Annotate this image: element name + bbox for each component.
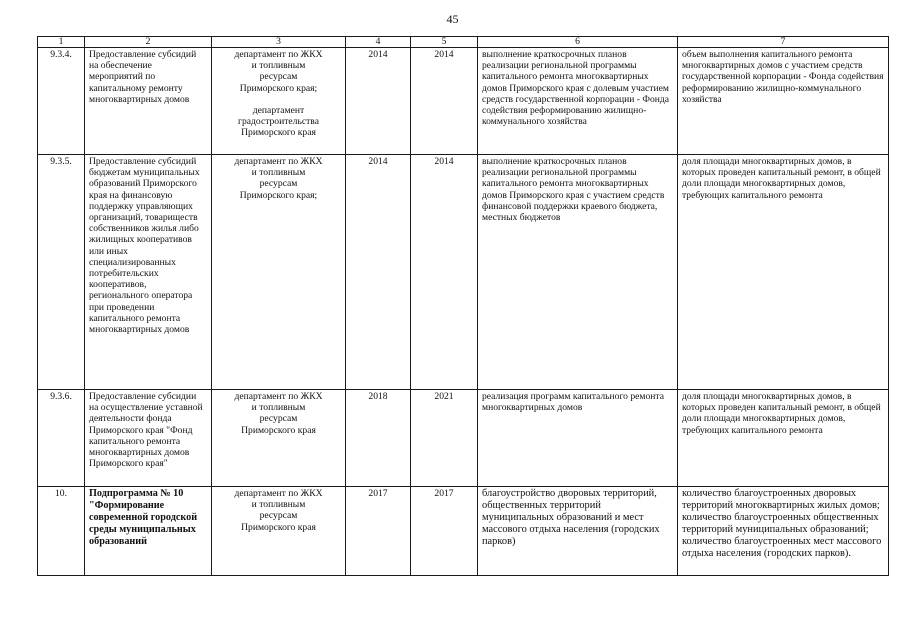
target-indicator: доля площади многоквартирных домов, в которых проведен капитальный ремонт, в общей доли площади многоквартирных домов, требующих капитального ремонта bbox=[678, 390, 889, 487]
header-col-5: 5 bbox=[411, 37, 478, 48]
end-year: 2014 bbox=[411, 48, 478, 155]
expected-result: благоустройство дворовых территорий, общественных территорий муниципальных образований и мест массового отдыха населения (городских парков) bbox=[478, 487, 678, 576]
end-year: 2017 bbox=[411, 487, 478, 576]
table-row bbox=[38, 48, 889, 155]
subprogram-name: Подпрограмма № 10 "Формирование современной городской среды муниципальных образований bbox=[85, 487, 212, 576]
expected-result: выполнение краткосрочных планов реализации региональной программы капитального ремонта многоквартирных домов Приморского края с участием средств финансовой поддержки краевого бюджета, местных бюджетов bbox=[478, 155, 678, 390]
end-year: 2021 bbox=[411, 390, 478, 487]
start-year: 2017 bbox=[346, 487, 411, 576]
table-row bbox=[38, 155, 889, 390]
responsible-department: департамент по ЖКХ и топливным ресурсам Приморского края bbox=[212, 390, 346, 487]
row-number: 10. bbox=[38, 487, 85, 576]
target-indicator: количество благоустроенных дворовых территорий многоквартирных жилых домов; количество благоустроенных общественных территорий муниципальных образований; количество благоустроенных мест массового отдыха населения (городских парков). bbox=[678, 487, 889, 576]
activity-name: Предоставление субсидии на осуществление уставной деятельности фонда Приморского края "Фонд капитального ремонта многоквартирных домов Приморского края" bbox=[85, 390, 212, 487]
responsible-department: департамент по ЖКХ и топливным ресурсам Приморского края; bbox=[212, 155, 346, 390]
expected-result: выполнение краткосрочных планов реализации региональной программы капитального ремонта многоквартирных домов Приморского края с долевым участием средств государственной корпорации - Фонда содействия реформированию жилищно-коммунального хозяйства bbox=[478, 48, 678, 155]
header-col-6: 6 bbox=[478, 37, 678, 48]
header-row bbox=[38, 37, 889, 48]
program-table bbox=[37, 36, 889, 576]
header-col-3: 3 bbox=[212, 37, 346, 48]
header-col-2: 2 bbox=[85, 37, 212, 48]
row-number: 9.3.4. bbox=[38, 48, 85, 155]
start-year: 2014 bbox=[346, 155, 411, 390]
page-number: 45 bbox=[446, 12, 459, 26]
start-year: 2018 bbox=[346, 390, 411, 487]
table-row bbox=[38, 487, 889, 576]
header-col-7: 7 bbox=[678, 37, 889, 48]
activity-name: Предоставление субсидий на обеспечение мероприятий по капитальному ремонту многоквартирных домов bbox=[85, 48, 212, 155]
start-year: 2014 bbox=[346, 48, 411, 155]
header-col-4: 4 bbox=[346, 37, 411, 48]
responsible-department: департамент по ЖКХ и топливным ресурсам Приморского края bbox=[212, 487, 346, 576]
target-indicator: объем выполнения капитального ремонта многоквартирных домов с участием средств государственной корпорации - Фонда содействия реформированию жилищно-коммунального хозяйства bbox=[678, 48, 889, 155]
end-year: 2014 bbox=[411, 155, 478, 390]
responsible-department: департамент по ЖКХ и топливным ресурсам Приморского края; департамент градостроительства Приморского края bbox=[212, 48, 346, 155]
table-row bbox=[38, 390, 889, 487]
header-col-1: 1 bbox=[38, 37, 85, 48]
row-number: 9.3.5. bbox=[38, 155, 85, 390]
row-number: 9.3.6. bbox=[38, 390, 85, 487]
target-indicator: доля площади многоквартирных домов, в которых проведен капитальный ремонт, в общей доли площади многоквартирных домов, требующих капитального ремонта bbox=[678, 155, 889, 390]
expected-result: реализация программ капитального ремонта многоквартирных домов bbox=[478, 390, 678, 487]
activity-name: Предоставление субсидий бюджетам муниципальных образований Приморского края на финансовую поддержку управляющих организаций, товариществ собственников жилья либо жилищных кооперативов или иных специализированных потребительских кооперативов, регионального оператора при проведении капитального ремонта многоквартирных домов bbox=[85, 155, 212, 390]
